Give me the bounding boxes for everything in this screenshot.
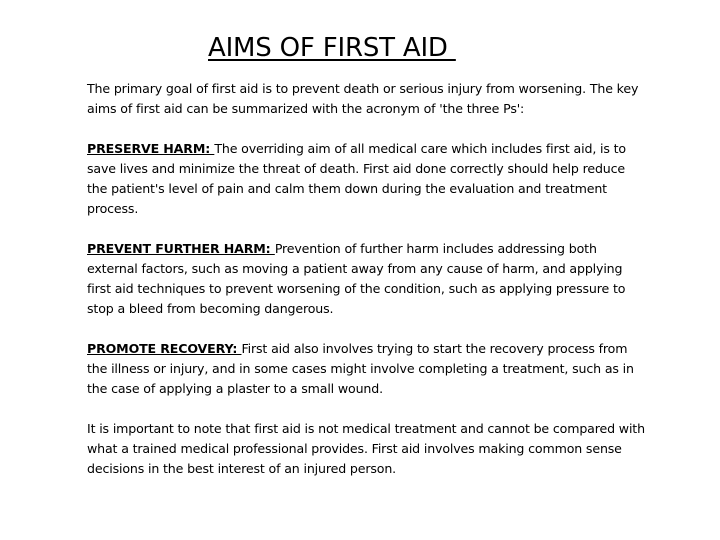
page-title: AIMS OF FIRST AID <box>208 33 456 63</box>
aim-promote-text: First aid also involves trying to start the recovery process from the illness or injury, and in some cases might involve completing a treatment, such as in the case of applying a plaster to a small wound. <box>87 341 634 396</box>
aim-prevent-label: PREVENT FURTHER HARM: <box>87 241 275 256</box>
conclusion-paragraph: It is important to note that first aid is not medical treatment and cannot be compared with what a trained medical professional provides. First aid involves making common sense decisions in the best interest of an injured person. <box>87 421 645 476</box>
aim-prevent-text: Prevention of further harm includes addressing both external factors, such as moving a patient away from any cause of harm, and applying first aid techniques to prevent worsening of the condition, such as applying pressure to stop a bleed from becoming dangerous. <box>87 241 626 316</box>
aim-preserve-label: PRESERVE HARM: <box>87 141 215 156</box>
aim-preserve-text: The overriding aim of all medical care which includes first aid, is to save lives and minimize the threat of death. First aid done correctly should help reduce the patient's level of pain and calm them down during the evaluation and treatment process. <box>87 141 626 216</box>
body-text <box>87 79 647 479</box>
aim-preserve-paragraph <box>87 139 647 219</box>
aim-prevent-paragraph <box>87 239 647 319</box>
intro-paragraph: The primary goal of first aid is to prevent death or serious injury from worsening. The key aims of first aid can be summarized with the acronym of 'the three Ps': <box>87 81 639 116</box>
aim-promote-label: PROMOTE RECOVERY: <box>87 341 242 356</box>
aim-promote-paragraph <box>87 339 647 399</box>
